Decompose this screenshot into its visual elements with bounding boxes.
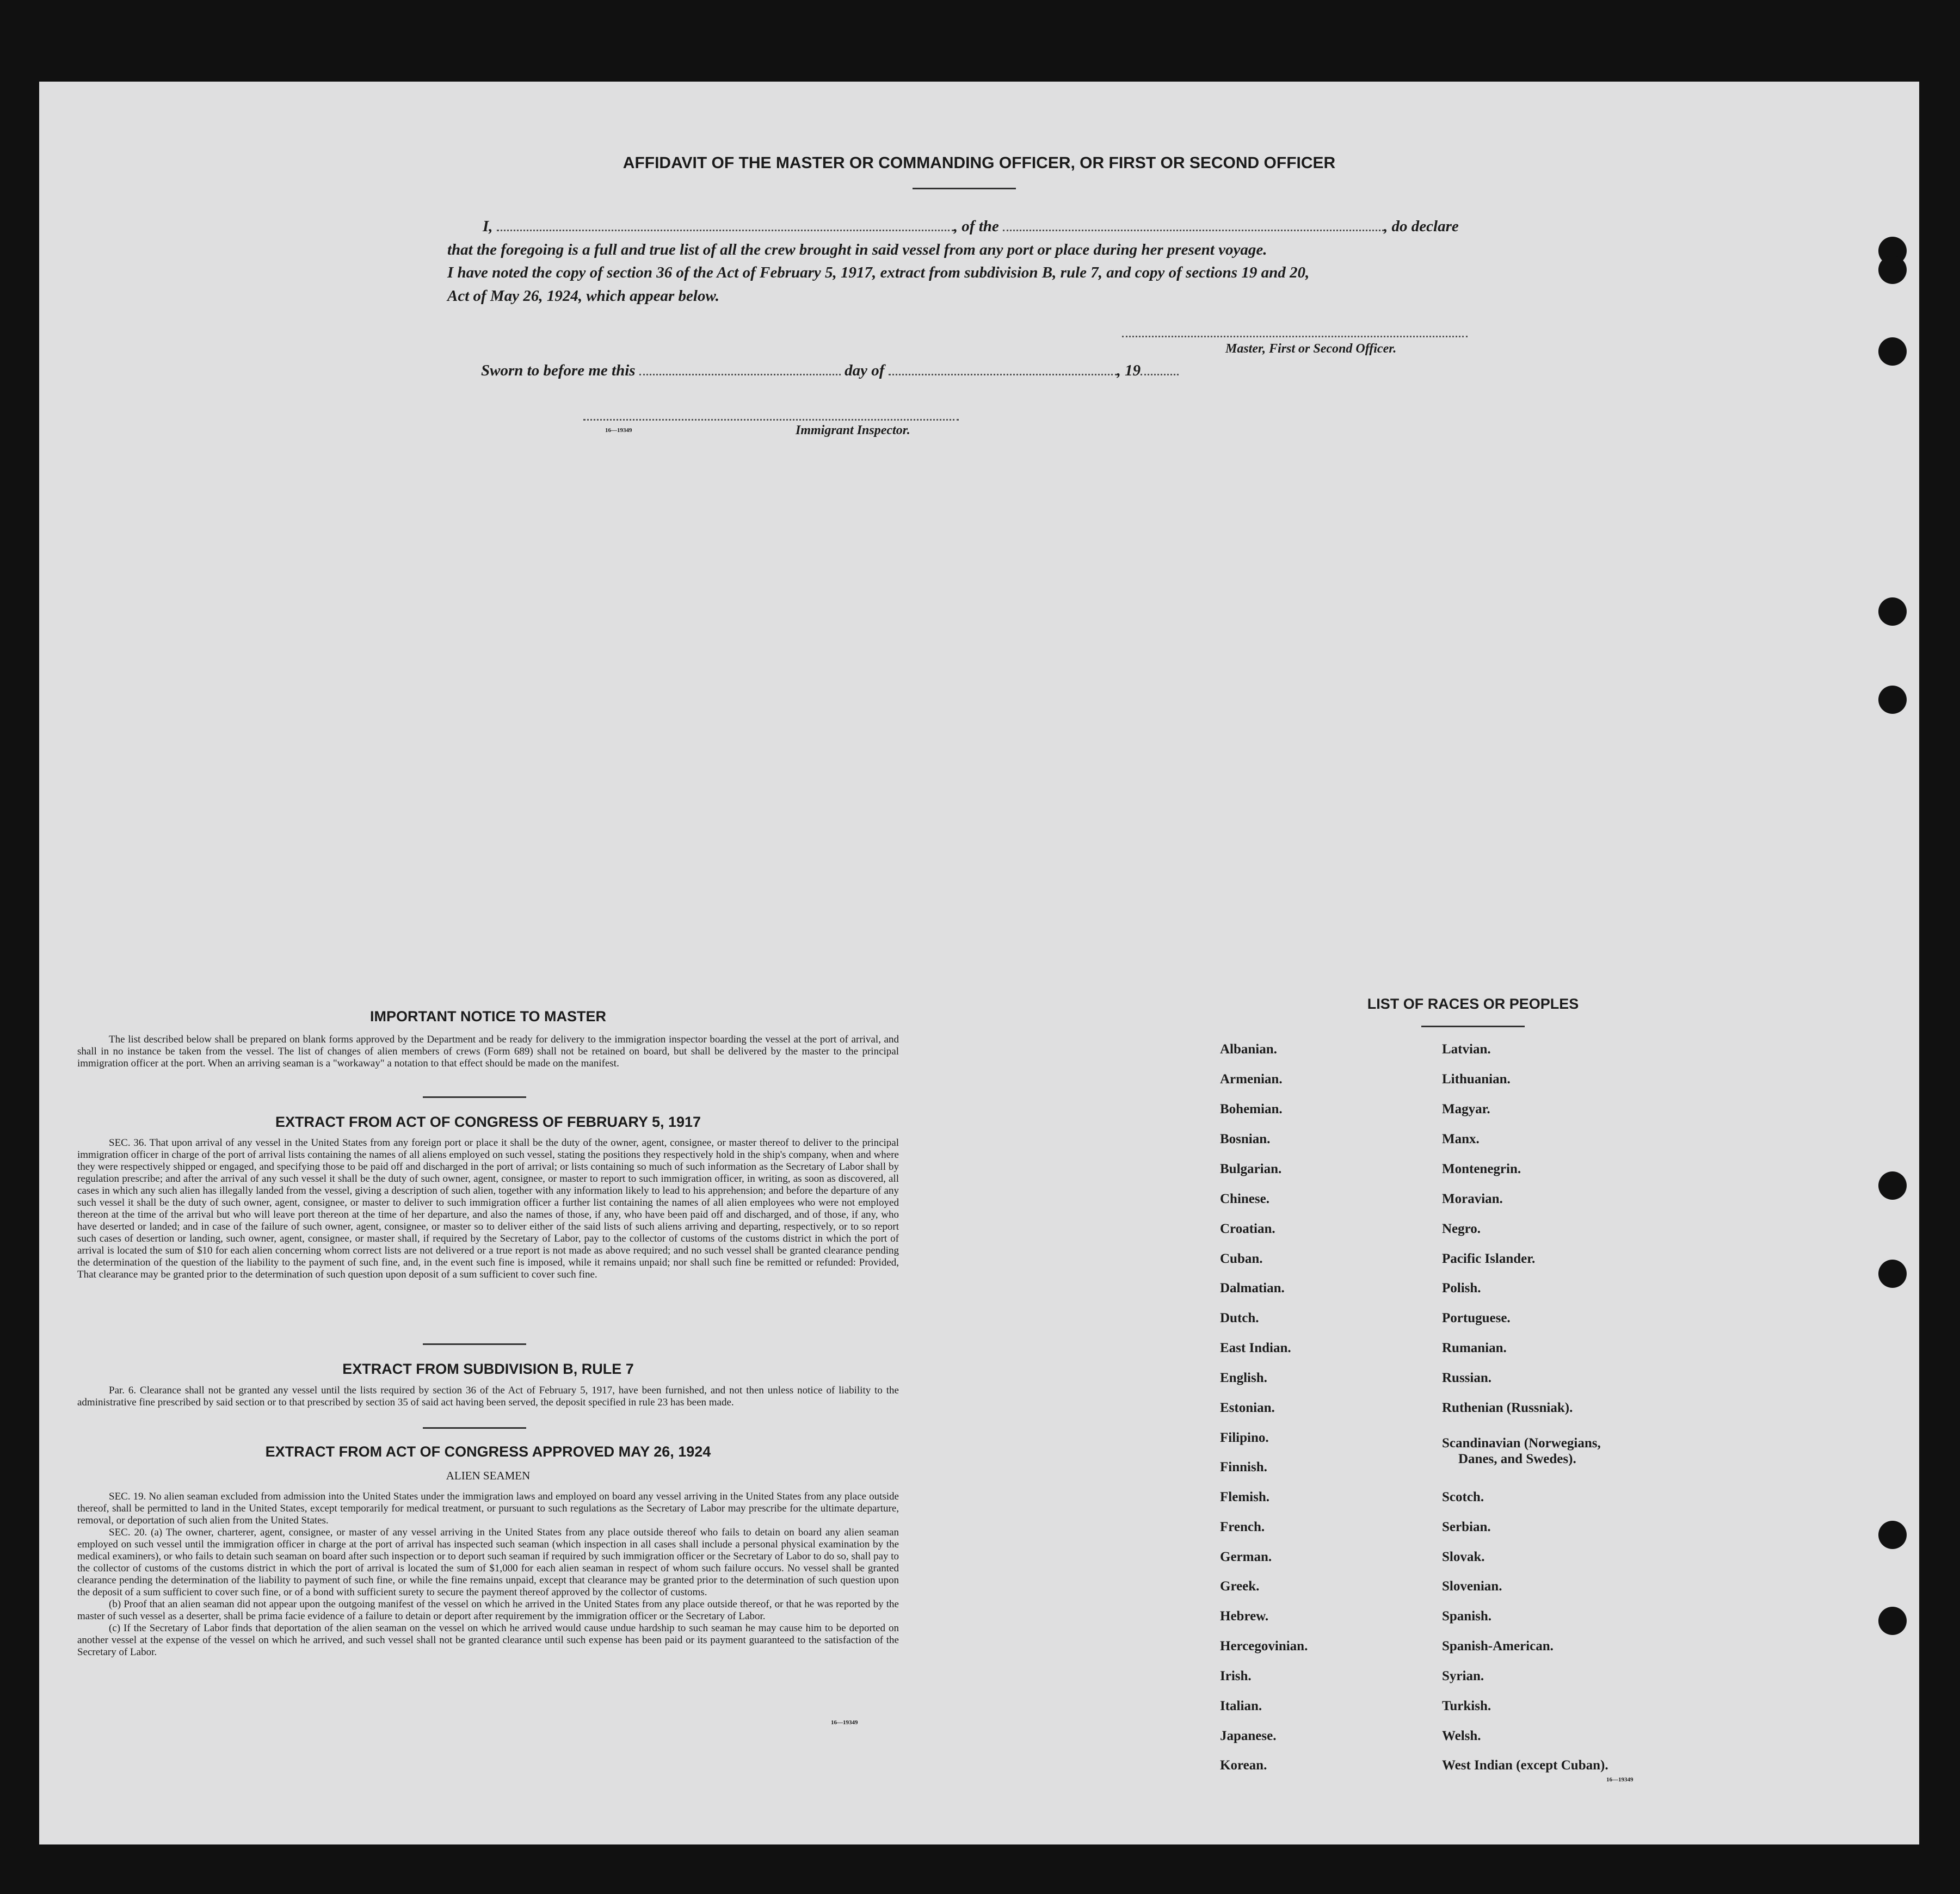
race-item: Croatian. <box>1220 1221 1275 1236</box>
sec20c-paragraph: (c) If the Secretary of Labor finds that deportation of the alien seaman on the vessel on which he arrived would cause undue hardship to such seaman he may cause him to be deported on another vessel at the expense of the vessel on which he arrived, and such vessel shall not be granted clearance until such expense has been paid or its payment guaranteed to the satisfaction of the Secretary of Labor. <box>77 1622 899 1658</box>
race-item: Magyar. <box>1442 1102 1490 1116</box>
race-item: East Indian. <box>1220 1341 1291 1355</box>
race-item: Serbian. <box>1442 1520 1491 1534</box>
rule7-body <box>77 1385 899 1409</box>
race-item: Rumanian. <box>1442 1341 1507 1355</box>
race-item: Estonian. <box>1220 1401 1275 1415</box>
race-item: Welsh. <box>1442 1729 1481 1743</box>
extract-1917-title: EXTRACT FROM ACT OF CONGRESS OF FEBRUARY 5, 1917 <box>275 1114 701 1130</box>
sec20b-paragraph: (b) Proof that an alien seaman did not appear upon the outgoing manifest of the vessel on which he arrived in the United States from any place outside thereof, or that he was reported by the master of such vessel as a deserter, shall be prima facie evidence of a failure to detain or deport after requirement by the immigration officer or the Secretary of Labor. <box>77 1599 899 1622</box>
race-item: Moravian. <box>1442 1192 1503 1206</box>
race-item: Spanish. <box>1442 1609 1492 1624</box>
race-item: Montenegrin. <box>1442 1162 1521 1176</box>
extract-1924-title: EXTRACT FROM ACT OF CONGRESS APPROVED MAY 26, 1924 <box>265 1443 711 1460</box>
title-divider <box>913 188 1016 189</box>
race-item: Albanian. <box>1220 1042 1277 1057</box>
rule7-title: EXTRACT FROM SUBDIVISION B, RULE 7 <box>342 1361 634 1377</box>
race-item: Cuban. <box>1220 1251 1263 1266</box>
race-item: German. <box>1220 1550 1272 1564</box>
race-item: Korean. <box>1220 1758 1267 1773</box>
race-item: Scandinavian (Norwegians, <box>1442 1436 1601 1451</box>
race-item: Scotch. <box>1442 1490 1484 1504</box>
extract-1924-body <box>77 1491 899 1658</box>
sworn-line <box>481 362 1179 380</box>
section-divider <box>423 1096 526 1098</box>
race-item: West Indian (except Cuban). <box>1442 1758 1608 1773</box>
race-item: Polish. <box>1442 1281 1481 1295</box>
race-item: Syrian. <box>1442 1669 1484 1683</box>
race-item: Turkish. <box>1442 1699 1491 1713</box>
sec36-paragraph: SEC. 36. That upon arrival of any vessel in the United States from any foreign port or place it shall be the duty of the owner, agent, consignee, or master thereof to deliver to the principal immigration officer in charge of the port of arrival lists containing the names of all aliens employed on such vessel, stating the positions they respectively hold in the ship's company, when and where they were respectively shipped or engaged, and specifying those to be paid off and discharged in the port of arrival; or lists containing so much of such information as the Secretary of Labor shall by regulation prescribe; and after the arrival of any such vessel it shall be the duty of such owner, agent, consignee, or master to report to such immigration officer, in writing, as soon as discovered, all cases in which any such alien has illegally landed from the vessel, giving a description of such alien, together with any information likely to lead to his apprehension; and before the departure of any such vessel it shall be the duty of such owner, agent, consignee, or master to deliver to such immigration officer a further list containing the names of all alien employees who were not employed thereon at the time of the arrival but who will leave port thereon at the time of her departure, and also the names of those, if any, who have been paid off and discharged, and of those, if any, who have deserted or landed; and in case of the failure of such owner, agent, consignee, or master so to deliver either of the said lists of such aliens arriving and departing, respectively, or to so report such cases of desertion or landing, such owner, agent, consignee, or master shall, if required by the Secretary of Labor, pay to the collector of customs of the customs district in which the port of arrival is located the sum of $10 for each alien concerning whom correct lists are not delivered or a true report is not made as above required; and no such vessel shall be granted clearance pending the determination of the question of the liability to the payment of such fine, and, in the event such fine is imposed, while it remains unpaid; nor shall such fine be remitted or refunded: Provided, That clearance may be granted prior to the determination of such question upon deposit of a sum sufficient to cover such fine. <box>77 1137 899 1280</box>
race-item: Filipino. <box>1220 1430 1269 1445</box>
master-name-field[interactable] <box>497 229 954 231</box>
notice-paragraph: The list described below shall be prepared on blank forms approved by the Department and be ready for delivery to the immigration inspector boarding the vessel at the port of arrival, and shall in no instance be taken from the vessel. The list of changes of alien members of crews (Form 689) shall not be retained on board, but shall be delivered by the master to the principal immigration officer at the port. When an arriving seaman is a "workaway" a notation to that effect should be made on the manifest. <box>77 1034 899 1069</box>
notice-title: IMPORTANT NOTICE TO MASTER <box>370 1008 606 1025</box>
race-item: Slovak. <box>1442 1550 1485 1564</box>
race-item: Dutch. <box>1220 1311 1259 1325</box>
affidavit-line1-i: I, <box>483 218 493 235</box>
section-divider <box>423 1343 526 1345</box>
sec20a-paragraph: SEC. 20. (a) The owner, charterer, agent, consignee, or master of any vessel arriving in the United States from any place outside thereof who fails to detain on board any alien seaman employed on such vessel until the immigration officer in charge at the port of arrival has inspected such seaman (which inspection in all cases shall include a personal physical examination by the medical examiners), or who fails to detain such seaman on board after such inspection or to deport such seaman if required by such immigration officer or the Secretary of Labor to do so, shall pay to the collector of customs of the customs district in which the port of arrival is located the sum of $1,000 for each alien seaman in respect of whom such failure occurs. No vessel shall be granted clearance pending the determination of the liability to payment of such fine, or while the fine remains unpaid, except that clearance may be granted prior to the determination of such question upon the deposit of a sum sufficient to cover such fine, or of a bond with sufficient surety to secure the payment thereof approved by the collector of customs. <box>77 1527 899 1598</box>
races-divider <box>1421 1026 1525 1027</box>
form-code: 16—19349 <box>1606 1776 1634 1783</box>
race-item: French. <box>1220 1520 1265 1534</box>
form-code: 16—19349 <box>605 427 632 434</box>
form-page <box>39 82 1919 1844</box>
form-code: 16—19349 <box>831 1719 858 1726</box>
race-item: Lithuanian. <box>1442 1072 1511 1087</box>
punch-hole <box>1878 1607 1907 1635</box>
race-item: Manx. <box>1442 1132 1480 1146</box>
vessel-name-field[interactable] <box>1003 229 1384 231</box>
race-item: Hebrew. <box>1220 1609 1269 1624</box>
race-item: Chinese. <box>1220 1192 1269 1206</box>
punch-hole <box>1878 686 1907 714</box>
affidavit-declaration-line <box>483 218 1459 236</box>
sworn-day-field[interactable] <box>639 373 841 375</box>
inspector-signature-field[interactable] <box>583 419 959 421</box>
master-signature-label: Master, First or Second Officer. <box>1225 342 1397 356</box>
sworn-month-field[interactable] <box>889 373 1117 375</box>
punch-hole <box>1878 597 1907 626</box>
notice-body <box>77 1034 899 1070</box>
race-item: Russian. <box>1442 1371 1492 1385</box>
race-item: Dalmatian. <box>1220 1281 1285 1295</box>
punch-hole <box>1878 1521 1907 1549</box>
punch-hole <box>1878 1171 1907 1200</box>
affidavit-line3: I have noted the copy of section 36 of the Act of February 5, 1917, extract from subdivision B, rule 7, and copy of sections 19 and 20, <box>447 264 1310 281</box>
sec19-paragraph: SEC. 19. No alien seaman excluded from admission into the United States under the immigration laws and employed on board any vessel arriving in the United States from any place outside thereof, shall be permitted to land in the United States, except temporarily for medical treatment, or pursuant to such regulations as the Secretary of Labor may prescribe for the ultimate departure, removal, or deportation of such alien from the United States. <box>77 1491 899 1526</box>
inspector-label: Immigrant Inspector. <box>796 423 910 437</box>
race-item: Bohemian. <box>1220 1102 1283 1116</box>
affidavit-line1-declare: , do declare <box>1384 218 1459 235</box>
race-item: Spanish-American. <box>1442 1639 1554 1654</box>
race-item: Japanese. <box>1220 1729 1277 1743</box>
race-item: Italian. <box>1220 1699 1262 1713</box>
race-item: Armenian. <box>1220 1072 1283 1087</box>
punch-hole <box>1878 337 1907 366</box>
punch-hole <box>1878 1260 1907 1288</box>
race-item: Greek. <box>1220 1579 1260 1594</box>
race-item: Hercegovinian. <box>1220 1639 1308 1654</box>
race-item: Negro. <box>1442 1221 1481 1236</box>
race-item: Bosnian. <box>1220 1132 1271 1146</box>
affidavit-line2: that the foregoing is a full and true list of all the crew brought in said vessel from any port or place during her present voyage. <box>447 241 1267 258</box>
sworn-year-field[interactable] <box>1141 373 1179 375</box>
race-item: Pacific Islander. <box>1442 1251 1536 1266</box>
sworn-year-prefix: , 19 <box>1117 362 1141 379</box>
race-item: English. <box>1220 1371 1267 1385</box>
race-item: Flemish. <box>1220 1490 1269 1504</box>
race-item: Portuguese. <box>1442 1311 1511 1325</box>
race-item: Latvian. <box>1442 1042 1491 1057</box>
race-item: Slovenian. <box>1442 1579 1502 1594</box>
alien-seamen-subtitle: ALIEN SEAMEN <box>446 1469 531 1482</box>
section-divider <box>423 1427 526 1429</box>
races-title: LIST OF RACES OR PEOPLES <box>1367 996 1579 1012</box>
sworn-text: Sworn to before me this <box>481 362 636 379</box>
affidavit-title: AFFIDAVIT OF THE MASTER OR COMMANDING OFFICER, OR FIRST OR SECOND OFFICER <box>622 154 1336 172</box>
master-signature-field[interactable] <box>1122 336 1468 337</box>
punch-hole <box>1878 256 1907 284</box>
race-item: Finnish. <box>1220 1460 1267 1475</box>
sworn-day-of: day of <box>845 362 885 379</box>
rule7-paragraph: Par. 6. Clearance shall not be granted any vessel until the lists required by section 36 of the Act of February 5, 1917, have been furnished, and not then unless notice of liability to the administrative fine prescribed by said section or to that prescribed by section 35 of said act having been served, the deposit specified in rule 23 has been made. <box>77 1385 899 1408</box>
affidavit-line4: Act of May 26, 1924, which appear below. <box>447 287 719 305</box>
race-item: Ruthenian (Russniak). <box>1442 1401 1573 1415</box>
affidavit-line1-of-the: , of the <box>953 218 999 235</box>
race-item: Danes, and Swedes). <box>1458 1452 1576 1466</box>
extract-1917-body <box>77 1137 899 1281</box>
race-item: Bulgarian. <box>1220 1162 1282 1176</box>
race-item: Irish. <box>1220 1669 1252 1683</box>
